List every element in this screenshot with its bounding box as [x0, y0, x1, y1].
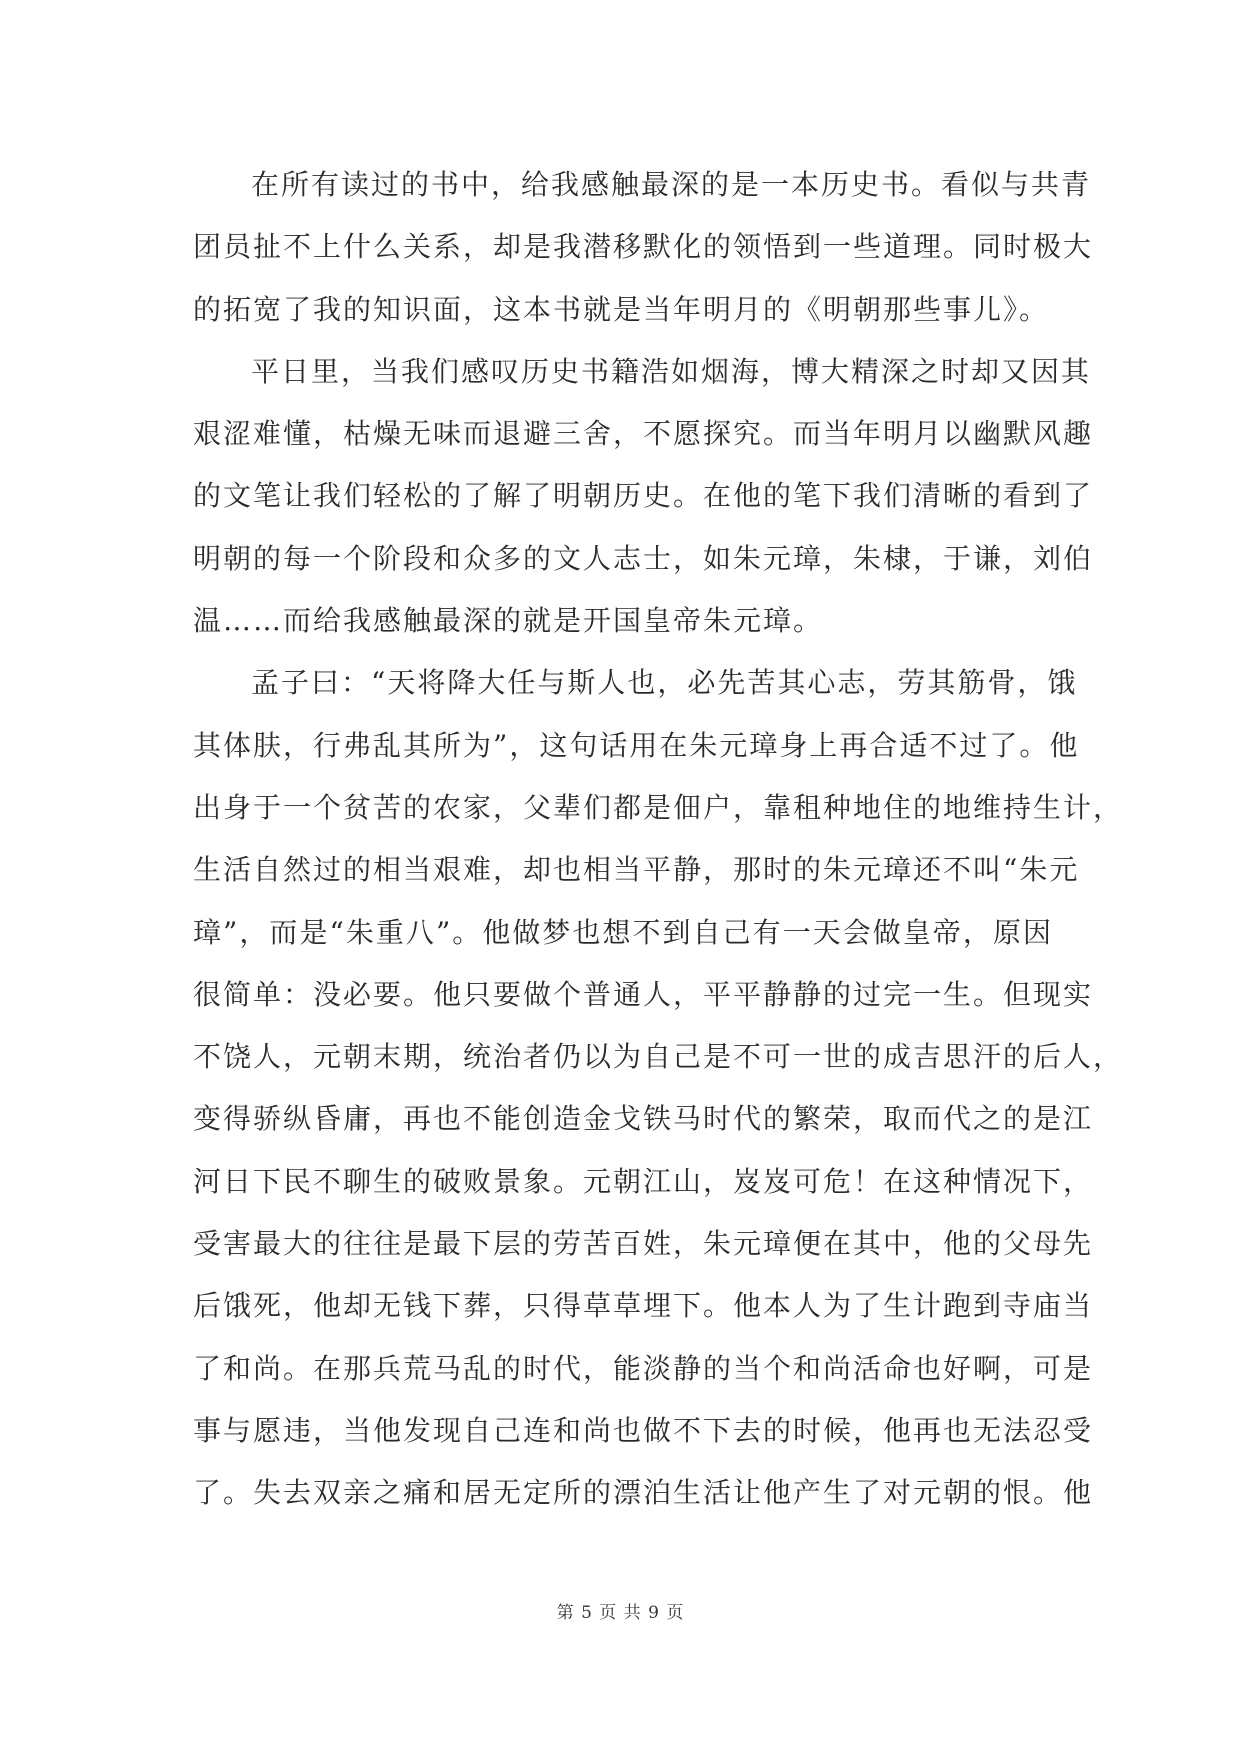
- text-line: 艰涩难懂，枯燥无味而退避三舍，不愿探究。而当年明月以幽默风趣: [193, 417, 1094, 451]
- text-line: 变得骄纵昏庸，再也不能创造金戈铁马时代的繁荣，取而代之的是江: [193, 1102, 1094, 1136]
- text-line: 出身于一个贫苦的农家，父辈们都是佃户，靠租种地住的地维持生计，: [193, 790, 1124, 824]
- text-line: 团员扯不上什么关系，却是我潜移默化的领悟到一些道理。同时极大: [193, 230, 1094, 264]
- text-line: 的文笔让我们轻松的了解了明朝历史。在他的笔下我们清晰的看到了: [193, 479, 1094, 513]
- body-text: [193, 154, 1124, 1525]
- text-line: 很简单：没必要。他只要做个普通人，平平静静的过完一生。但现实: [193, 977, 1094, 1011]
- text-line: 事与愿违，当他发现自己连和尚也做不下去的时候，他再也无法忍受: [193, 1413, 1094, 1447]
- text-line: 孟子曰：“天将降大任与斯人也，必先苦其心志，劳其筋骨，饿: [251, 666, 1078, 700]
- text-line: 了和尚。在那兵荒马乱的时代，能淡静的当个和尚活命也好啊，可是: [193, 1351, 1094, 1385]
- page-number-footer: 第 5 页 共 9 页: [556, 1603, 685, 1623]
- text-line: 明朝的每一个阶段和众多的文人志士，如朱元璋，朱棣，于谦，刘伯: [193, 541, 1094, 575]
- text-line: 生活自然过的相当艰难，却也相当平静，那时的朱元璋还不叫“朱元: [193, 853, 1080, 887]
- text-line: 后饿死，他却无钱下葬，只得草草埋下。他本人为了生计跑到寺庙当: [193, 1289, 1094, 1323]
- text-line: 不饶人，元朝末期，统治者仍以为自己是不可一世的成吉思汗的后人，: [193, 1040, 1124, 1074]
- text-line: 其体肤，行弗乱其所为”，这句话用在朱元璋身上再合适不过了。他: [193, 728, 1080, 762]
- text-line: 平日里，当我们感叹历史书籍浩如烟海，博大精深之时却又因其: [251, 354, 1092, 388]
- text-line: 了。失去双亲之痛和居无定所的漂泊生活让他产生了对元朝的恨。他: [193, 1476, 1094, 1510]
- text-line: 在所有读过的书中，给我感触最深的是一本历史书。看似与共青: [251, 168, 1092, 201]
- text-line: 受害最大的往往是最下层的劳苦百姓，朱元璋便在其中，他的父母先: [193, 1227, 1094, 1261]
- text-line: 璋”，而是“朱重八”。他做梦也想不到自己有一天会做皇帝，原因: [193, 915, 1053, 949]
- text-line: 河日下民不聊生的破败景象。元朝江山，岌岌可危！在这种情况下，: [193, 1164, 1094, 1198]
- text-line: 的拓宽了我的知识面，这本书就是当年明月的《明朝那些事儿》。: [193, 292, 1050, 326]
- text-line: 温……而给我感触最深的就是开国皇帝朱元璋。: [193, 604, 824, 638]
